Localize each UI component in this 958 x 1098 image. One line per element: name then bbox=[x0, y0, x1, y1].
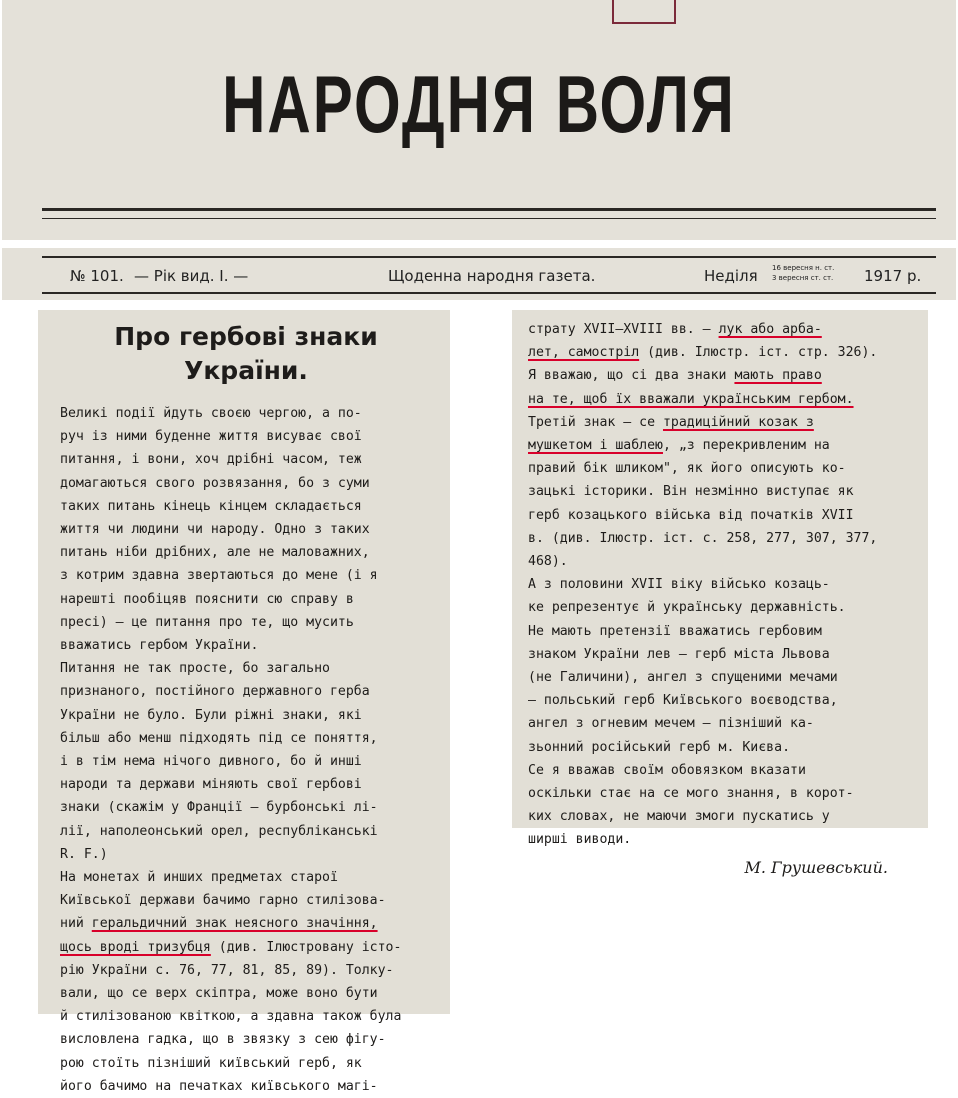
underlined-text: мушкетом і шаблею bbox=[528, 438, 663, 454]
issue-info-bar bbox=[2, 248, 956, 300]
date-new-style: 16 вересня н. ст. bbox=[772, 264, 835, 272]
text-line: R. F.) bbox=[60, 846, 108, 862]
text-line: ширші виводи. bbox=[528, 832, 632, 848]
text-line: більш або менш підходять під се поняття, bbox=[60, 730, 378, 746]
text-line: висловлена гадка, що в звязку з сею фігу- bbox=[60, 1032, 386, 1048]
text-line bbox=[528, 364, 912, 387]
text-fragment: (див. Ілюстр. іст. стр. 326). bbox=[639, 345, 878, 361]
text-line: — польський герб Київського воєводства, bbox=[528, 693, 838, 709]
text-line: питань ніби дрібних, але не маловажних, bbox=[60, 545, 370, 561]
paragraph-5 bbox=[528, 573, 912, 619]
masthead-rule-thin bbox=[42, 218, 936, 219]
text-line: вважатись гербом України. bbox=[60, 638, 259, 654]
article-title bbox=[60, 320, 432, 388]
text-line: зацькі історики. Він незмінно виступає як bbox=[528, 484, 854, 500]
paragraph-3 bbox=[60, 866, 432, 1098]
text-line: знаки (скажім у Франції — бурбонські лі- bbox=[60, 800, 378, 816]
text-line: вали, що се верх скіптра, може воно бути bbox=[60, 986, 378, 1002]
text-line: пресі) — це питання про те, що мусить bbox=[60, 614, 354, 630]
underlined-text: мають право bbox=[734, 368, 822, 384]
text-line: України не було. Були ріжні знаки, які bbox=[60, 707, 362, 723]
text-line: ангел з огневим мечем — пізніший ка- bbox=[528, 716, 814, 732]
date-old-style: 3 вересня ст. ст. bbox=[772, 274, 834, 282]
article-title-line-1: Про гербові знаки bbox=[114, 322, 378, 351]
underlined-text: лет, самостріл bbox=[528, 345, 640, 361]
text-fragment: , „з перекривленим на bbox=[662, 438, 830, 454]
newspaper-masthead bbox=[2, 0, 956, 240]
underlined-text: лук або арба- bbox=[718, 322, 822, 337]
text-line: Київської держави бачимо гарно стилізова- bbox=[60, 893, 386, 909]
text-fragment: ний bbox=[60, 916, 92, 932]
text-line: життя чи людини чи народу. Одно з таких bbox=[60, 522, 370, 538]
paragraph-2 bbox=[60, 657, 432, 866]
text-line: оскільки стає на се мого знання, в корот- bbox=[528, 786, 854, 802]
text-fragment: Я вважаю, що сі два знаки bbox=[528, 368, 735, 384]
text-line: народи та держави міняють свої гербові bbox=[60, 777, 362, 793]
publication-year: — Рік вид. І. — bbox=[134, 267, 249, 285]
text-line: з котрим здавна звертаються до мене (і я bbox=[60, 568, 378, 584]
text-fragment: (див. Ілюстровану істо- bbox=[210, 939, 402, 955]
text-line: правий бік шликом", як його описують ко- bbox=[528, 461, 846, 477]
info-rule-bottom bbox=[42, 292, 936, 294]
text-line: в. (див. Ілюстр. іст. с. 258, 277, 307, 377, bbox=[528, 530, 878, 546]
article-column-right bbox=[512, 310, 928, 877]
text-line: домагаються свого розвязання, бо з суми bbox=[60, 475, 370, 491]
issue-year: 1917 р. bbox=[864, 267, 922, 285]
text-line: ке репрезентує й українську державність. bbox=[528, 600, 846, 616]
text-line bbox=[60, 912, 432, 935]
text-line bbox=[60, 936, 432, 959]
text-line: На монетах й инших предметах старої bbox=[60, 870, 338, 886]
text-line: Великі події йдуть своєю чергою, а по- bbox=[60, 406, 362, 421]
text-line: і в тім нема нічого дивного, бо й инші bbox=[60, 754, 362, 770]
issue-dates bbox=[772, 263, 858, 283]
text-line: 468). bbox=[528, 554, 568, 570]
issue-number: № 101. bbox=[70, 267, 124, 285]
issue-weekday: Неділя bbox=[704, 267, 758, 285]
article-column-left bbox=[38, 310, 450, 1094]
text-line: питання, і вони, хоч дрібні часом, теж bbox=[60, 452, 362, 468]
text-fragment: страту XVII—XVIII вв. — bbox=[528, 322, 719, 337]
text-line: Не мають претензії вважатись гербовим bbox=[528, 623, 822, 639]
text-line: Се я вважав своїм обовязком вказати bbox=[528, 762, 806, 778]
text-line bbox=[528, 318, 912, 341]
masthead-rule bbox=[42, 208, 936, 211]
text-fragment: Третій знак — се bbox=[528, 414, 663, 430]
text-line bbox=[528, 341, 912, 364]
text-line bbox=[528, 388, 912, 411]
info-rule-top bbox=[42, 256, 936, 258]
text-line: Питання не так просте, бо загально bbox=[60, 661, 330, 677]
newspaper-subtitle: Щоденна народня газета. bbox=[388, 267, 596, 285]
text-line: рію України с. 76, 77, 81, 85, 89). Толку- bbox=[60, 962, 394, 978]
underlined-text: традиційний козак з bbox=[662, 414, 814, 430]
text-line bbox=[528, 411, 912, 434]
text-line: руч із ними буденне життя висуває свої bbox=[60, 429, 362, 445]
underlined-text: на те, щоб їх вважали українським гербом. bbox=[528, 391, 854, 407]
underlined-text: геральдичний знак неясного значіння, bbox=[91, 916, 378, 932]
text-line: його бачимо на печатках київського магі- bbox=[60, 1078, 378, 1094]
text-line: герб козацького війська від початків XVII bbox=[528, 507, 854, 523]
text-line: знаком України лев — герб міста Львова bbox=[528, 646, 830, 662]
text-line: ких словах, не маючи змоги пускатись у bbox=[528, 809, 830, 825]
text-line: таких питань кінець кінцем складається bbox=[60, 498, 362, 514]
underlined-text: щось вроді тризубця bbox=[60, 939, 211, 955]
paragraph-7 bbox=[528, 759, 912, 852]
text-line: й стилізованою квіткою, а здавна також була bbox=[60, 1009, 402, 1025]
text-line: нарешті пообіцяв пояснити сю справу в bbox=[60, 591, 354, 607]
text-line: рою стоїть пізніший київський герб, як bbox=[60, 1055, 362, 1071]
text-line: (не Галичини), ангел з спущеними мечами bbox=[528, 670, 838, 686]
text-line: лії, наполеонський орел, республіканські bbox=[60, 823, 378, 839]
paragraph-6 bbox=[528, 620, 912, 759]
article-title-line-2: України. bbox=[184, 356, 308, 385]
paragraph-1 bbox=[60, 402, 432, 657]
text-line: А з половини XVII віку військо козаць- bbox=[528, 577, 830, 593]
paragraph-4 bbox=[528, 318, 912, 573]
text-line: признаного, постійного державного герба bbox=[60, 684, 370, 700]
text-line bbox=[528, 434, 912, 457]
newspaper-title: НАРОДНЯ ВОЛЯ bbox=[222, 58, 736, 149]
author-signature: М. Грушевський. bbox=[744, 857, 888, 877]
text-line: зьонний російський герб м. Києва. bbox=[528, 739, 791, 755]
